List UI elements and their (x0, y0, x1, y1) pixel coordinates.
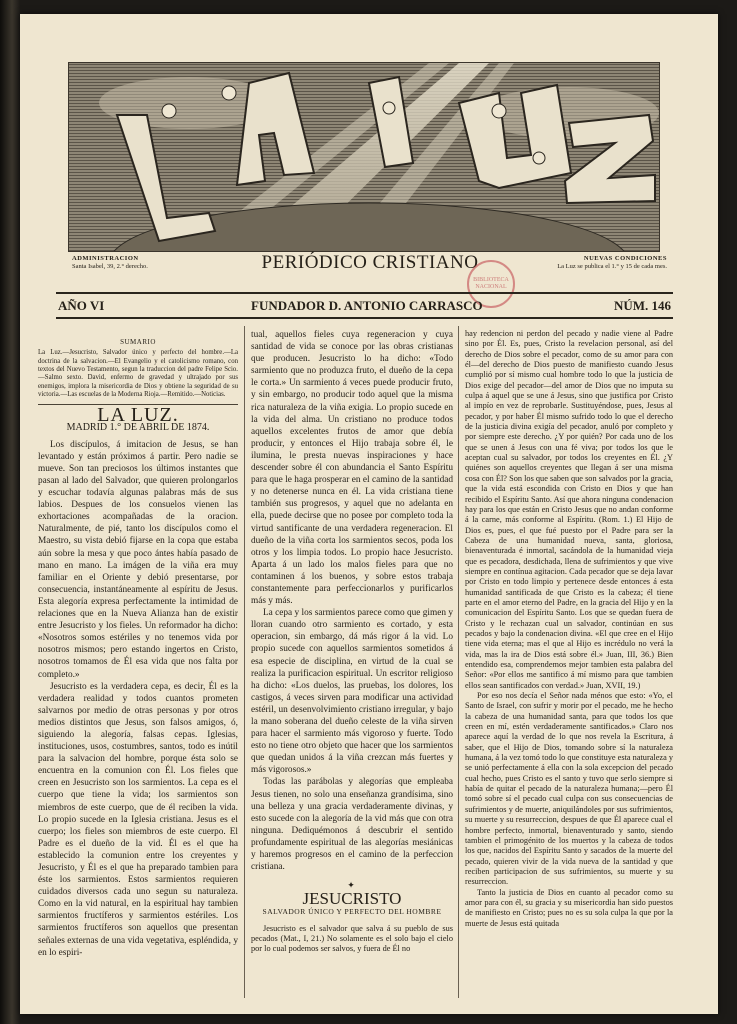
top-rule (56, 292, 673, 294)
stamp-text: BIBLIOTECA NACIONAL (473, 277, 509, 290)
administration-address: Santa Isabel, 39, 2.° derecho. (72, 263, 148, 270)
section-subheading: SALVADOR ÚNICO Y PERFECTO DEL HOMBRE (262, 907, 442, 917)
bottom-rule (56, 317, 673, 319)
conditions-text: La Luz se publica el 1.° y 15 de cada mes. (557, 263, 667, 270)
paragraph: Todas las parábolas y alegorías que empleaba Jesus tienen, no solo una enseñanza grandísima, sino una belleza y una gracia verdaderamente divinas, y esto sucede con la alegoría de la vid más que con otra ninguna. Dediquémonos á descubrir el sentido profundamente espiritual de las alegorías mesiánicas y haremos progresos en el camino de la perfeccion cristiana. (251, 777, 453, 873)
article-date: MADRID 1.° DE ABRIL DE 1874. (66, 421, 210, 433)
summary-title: SUMARIO (120, 338, 156, 346)
paragraph: hay redencion ni perdon del pecado y nadie viene al Padre sino por Él. Es, pues, Cristo la revelacion personal, así del derecho de Dios sobre el pecador, como de su amor para con él—del derecho de Dios puesto de manifiesto cuando Jesus cumplió por sí mismo cual hombre todo lo que la justicia de Dios exige del pecador—del amor de Dios que no imputa su culpa á aquel que se une á Jesus, sino que justifica por Cristo al impío en vez de reprobarle. Sustituyéndose, pues, Jesus al pecador, y por haber Él mismo sufrido todo lo que el derecho de la justicia divina exigía del pecador, anuló por completo y por siempre este derecho. ¿Y por quién? Por cada uno de los que se unen á Jesus con una fé viva; por todos los que le aceptan cual su salvador, por todos los creyentes en Él. ¿Y quiénes son aquellos creyentes que llegan á ser una misma cosa con Él? Son los que saben que son salvados por la gracia, que la vida está escondida con Cristo en Dios y que han recibido el Espíritu Santo. Así que ahora ninguna condenacion hay para los que están en Cristo Jesus que no andan conforme á la carne, más conforme al Espíritu. (Rom. 1.) El Hijo de Dios es, pues, el que fué puesto por el Padre para ser la Cabeza de una humanidad nueva, santa, gloriosa, bienaventurada é inmortal, sacándola de la humanidad vieja que es pecadora, desdichada, llena de sufrimientos y que vive siempre en contínua agitacion. Cada pecador que se deja lavar por Cristo en todo limpio y pertenece desde entonces á esta humanidad santificada de que Cristo es la cabeza; él tiene parte en el amor eterno del Padre, en la gracia del Hijo y en la comunicacion del Espíritu Santo. Los que se quedan fuera de Cristo y le rechazan cual un salvador, continúan en sus pecados y bajo la condenacion divina. «El que cree en el Hijo tiene vida eterna; mas el que al Hijo es incrédulo no verá la vida, mas la ira de Dios está sobre él.» Juan, III, 36.) Bien entendido esa, comprendemos mejor tambien esta palabra del Señor: «Por ellos me santifico á mí mismo para que tambien ellos sean santificados con verdad.» Juan, XVII, 19.) (465, 329, 673, 690)
column-divider (458, 326, 459, 998)
column-divider (244, 326, 245, 998)
newspaper-page (20, 14, 718, 1014)
masthead-illustration (69, 63, 659, 251)
administration-label: ADMINISTRACION (72, 255, 139, 262)
paragraph: Tanto la justicia de Dios en cuanto al pecador como su amor para con él, su gracia y su misericordia han sido puestos de manifiesto en Cristo; pues no es su sola culpa la que por la muerte de Jesus está quitada (465, 887, 673, 928)
masthead-engraving (68, 62, 660, 252)
info-bar (56, 298, 673, 316)
article-heading: LA LUZ. (97, 403, 179, 426)
section-heading: JESUCRISTO (302, 889, 402, 909)
paragraph: La cepa y los sarmientos parece como que gimen y lloran cuando otro sarmiento es cortado, y esta operacion, sin embargo, dá más rigor á la vid. Lo propio sucede con aquellos sarmientos sometidos á esa especie de disciplina, en virtud de la cual se realiza la purificacion espiritual. Un escritor religioso ha dicho: «Los duelos, las pruebas, los dolores, los castigos, á veces sirven para modificar una actividad estéril, un desenvolvimiento cristiano irregular, y bajo la mano soberana del dueño celeste de la viña sirven para hacer el sarmiento más vigoroso y fuerte. Todo esto no tiene otro objeto que hacer que los sarmientos que quedan unidos á la viña crezcan más fuertes y más vigorosos.» (251, 608, 453, 776)
issue-number: NÚM. 146 (613, 298, 671, 313)
ornament: ✦ (347, 880, 357, 891)
book-binding-edge (0, 0, 20, 1024)
column-3 (465, 329, 673, 929)
paragraph: tual, aquellos fieles cuya regeneracion y cuya santidad de vida se conoce por las obras cristianas que producen. Jesucristo lo ha dicho: «Todo sarmiento que no produzca fruto, el dueño de la cepa le corta.» Un sarmiento á veces puede producir fruto, y sin embargo, no producir todo aquel que la misma rica naturaleza de la viña exigia. Lo propio sucede en la vida del alma. Un cristiano no produce todos aquellos excelentes frutos de amor que debía producir, y entonces el Hijo trabaja sobre él, le ilumina, le presta nuevas inspiraciones y hace descender sobre él con abundancia el Santo Espíritu para que le haga prosperar en el camino de la santidad y no detenerse nunca en él. La vida cristiana tiene también sus progresos, y aquel que no adelanta en ella, puede decirse que no posee por completo toda la virtud santificante de una verdadera regeneracion. El dueño de la viña corta los sarmientos secos, poda los otros y los limpia todos. Lo propio hace Jesucristo. Aparta á un lado los malos fieles para que no contaminen á los buenos, y sobre estos trabaja constantemente para perfeccionarlos y purificarlos más y más. (251, 330, 453, 607)
paragraph: Jesucristo es la verdadera cepa, es decir, Él es la verdadera realidad y todos cuantos prometen salvarnos por medio de otras personas y por otros medios distintos que Jesus, son falsos amigos, ó, siguiendo la alegoría, falsas cepas. Iglesias, instituciones, usos, costumbres, santos, todo es inútil para la salvacion del hombre, porque ésta solo se encuentra en la comunion con Él. Los fieles que creen en Jesucristo son los sarmientos. La cepa es el cuerpo que tiene la vida; los sarmientos son miembros de este cuerpo, que de él reciben la vida. Lo propio sucede en la Iglesia cristiana. Jesus es el cuerpo; los fieles son miembros de este cuerpo. El Padre es el dueño de la vid. Él es el que ha establecido la comunion entre los creyentes y Jesucristo, y Él es el que ha preparado tambien para éste los sarmientos. Estos sarmientos requieren cuidados diversos cada uno segun su naturaleza. Como en la vid natural, en la espiritual hay tambien sarmientos fructíferos y sarmientos estériles. Los sarmientos fructíferos son aquellos que presentan señales externas de una vida vegetativa, espléndida, y en lo espiri- (38, 681, 238, 958)
column-2 (251, 329, 453, 954)
paragraph: Por eso nos decía el Señor nada ménos que esto: «Yo, el Santo de Israel, con sufrir y morir por el pecado, me he hecho la cabeza de una humanidad santa, para que todos los que creen en mí, estén verdaderamente santificados.» Claro nos aparece aquí la verdad de lo que nos revela la Escritura, á saber, que el Hijo de Dios, tomando sobre sí la naturaleza humana, á la vez tomó todo lo que constituye esta naturaleza y se unió perfectamente á ella con la sola excepcion del pecado cual hecho, pues Cristo es el santo y tuvo que serlo siempre si había de quitar el pecado de la naturaleza humana;—pero Él tomó sobre sí el pecado cual culpa con sus consecuencias de sufrimientos y de muerte, aniquilándoles por sus sufrimientos, su muerte y su resurreccion, despues de que Él aparece cual el hombre perfecto, inmortal, bienaventurado y santo, siendo tambien el primogénito de los muertos y la cabeza de todos los que, nacidos del Espíritu Santo y sacados de la muerte del pecado, quieren vivir de la vida nueva de la santidad y que reciben participacion de sus sufrimientos, su muerte y su resurreccion. (465, 691, 673, 887)
founder-label: FUNDADOR D. ANTONIO CARRASCO (251, 298, 483, 313)
page-subtitle: PERIÓDICO CRISTIANO (261, 252, 479, 273)
conditions-block (517, 255, 667, 271)
paragraph: Los discípulos, á imitacion de Jesus, se han levantado y están próximos á partir. Pero nadie se mueve. Son tan preciosos los últimos instantes que pasan al lado del Salvador, que quieren prolongarlos y escuchar todavía algunas palabras más de sus labios. Despues de los consuelos vienen las exhortaciones acompañadas de la oracion. Naturalmente, de pié, tanto los discípulos como el Maestro, su vista debió fijarse en la copa que estaba aún sobre la mesa y que poco ántes había pasado de mano en mano. La imágen de la viña era muy familiar en el Oriente y debió presentarse, por consecuencia, instantáneamente al espíritu de Jesus. Esta alegoría expresa perfectamente la intimidad de relaciones que en la Nueva Alianza han de existir entre Jesucristo y los fieles. Un reformador ha dicho: «Nosotros somos estériles y no tenemos vida por nosotros mismos; pero estando ingertos en Cristo, nosotros tomamos de Él esa vida que nos falta por completo.» (38, 439, 238, 680)
year-label: AÑO VI (58, 298, 105, 313)
paragraph: Jesucristo es el salvador que salva á su pueblo de sus pecados (Mat., I, 21.) No solamente es el solo bajo el cielo por lo cual podemos ser salvos, y fuera de Él no (251, 923, 453, 953)
summary-text: La Luz.—Jesucristo, Salvador único y perfecto del hombre.—La doctrina de la salvacion.—El Evangelio y el catolicismo romano, con textos del Nuevo Testamento, segun la traduccion del padre Felipe Scio.—Salmo sexto. David, enfermo de gravedad y ultrajado por sus enemigos, implora la misericordia de Dios y obtiene la seguridad de su victoria.—Las escuelas de la Moderna Rioja.—Remitido.—Noticias. (38, 349, 238, 399)
column-1 (38, 336, 238, 959)
conditions-label: NUEVAS CONDICIONES (583, 255, 667, 262)
